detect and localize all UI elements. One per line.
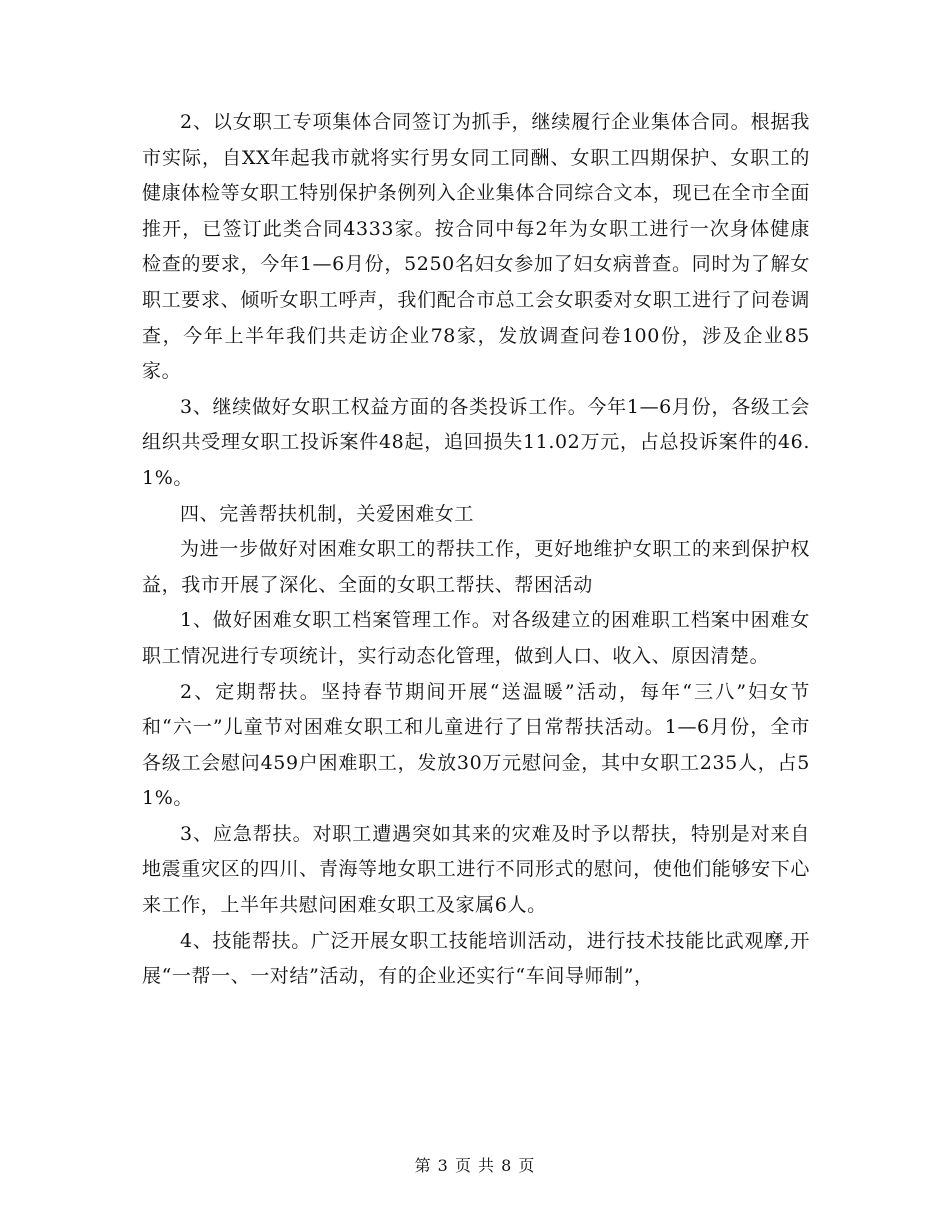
- section-heading: 四、完善帮扶机制，关爱困难女工: [180, 502, 475, 525]
- paragraph: 2、以女职工专项集体合同签订为抓手，继续履行企业集体合同。根据我市实际，自XX年起我市就将实行男女同工同酬、女职工四期保护、女职工的健康体检等女职工特别保护条例列入企业集体合同综合文本，现已在全市全面推开，已签订此类合同4333家。按合同中每2年为女职工进行一次身体健康检查的要求，今年1—6月份，5250名妇女参加了妇女病普查。同时为了解女职工要求、倾听女职工呼声，我们配合市总工会女职委对女职工进行了问卷调查，今年上半年我们共走访企业78家，发放调查问卷100份，涉及企业85家。: [142, 111, 810, 383]
- paragraph: 2、定期帮扶。坚持春节期间开展“送温暖”活动，每年“三八”妇女节和“六一”儿童节对困难女职工和儿童进行了日常帮扶活动。1—6月份，全市各级工会慰问459户困难职工，发放30万元慰问金，其中女职工235人，占51%。: [142, 680, 810, 810]
- paragraph: 4、技能帮扶。广泛开展女职工技能培训活动，进行技术技能比武观摩,开展“一帮一、一对结”活动，有的企业还实行“车间导师制”，: [142, 929, 810, 988]
- paragraph: 3、继续做好女职工权益方面的各类投诉工作。今年1—6月份，各级工会组织共受理女职工投诉案件48起，追回损失11.02万元，占总投诉案件的46.1%。: [142, 395, 810, 489]
- paragraph: 3、应急帮扶。对职工遭遇突如其来的灾难及时予以帮扶，特别是对来自地震重灾区的四川、青海等地女职工进行不同形式的慰问，使他们能够安下心来工作，上半年共慰问困难女职工及家属6人。: [142, 822, 810, 917]
- document-body: [142, 105, 810, 995]
- paragraph: 1、做好困难女职工档案管理工作。对各级建立的困难职工档案中困难女职工情况进行专项统计，实行动态化管理，做到人口、收入、原因清楚。: [142, 609, 810, 667]
- paragraph: 为进一步做好对困难女职工的帮扶工作，更好地维护女职工的来到保护权益，我市开展了深化、全面的女职工帮扶、帮困活动: [142, 538, 810, 596]
- page-number-footer: 第 3 页 共 8 页: [414, 1156, 536, 1175]
